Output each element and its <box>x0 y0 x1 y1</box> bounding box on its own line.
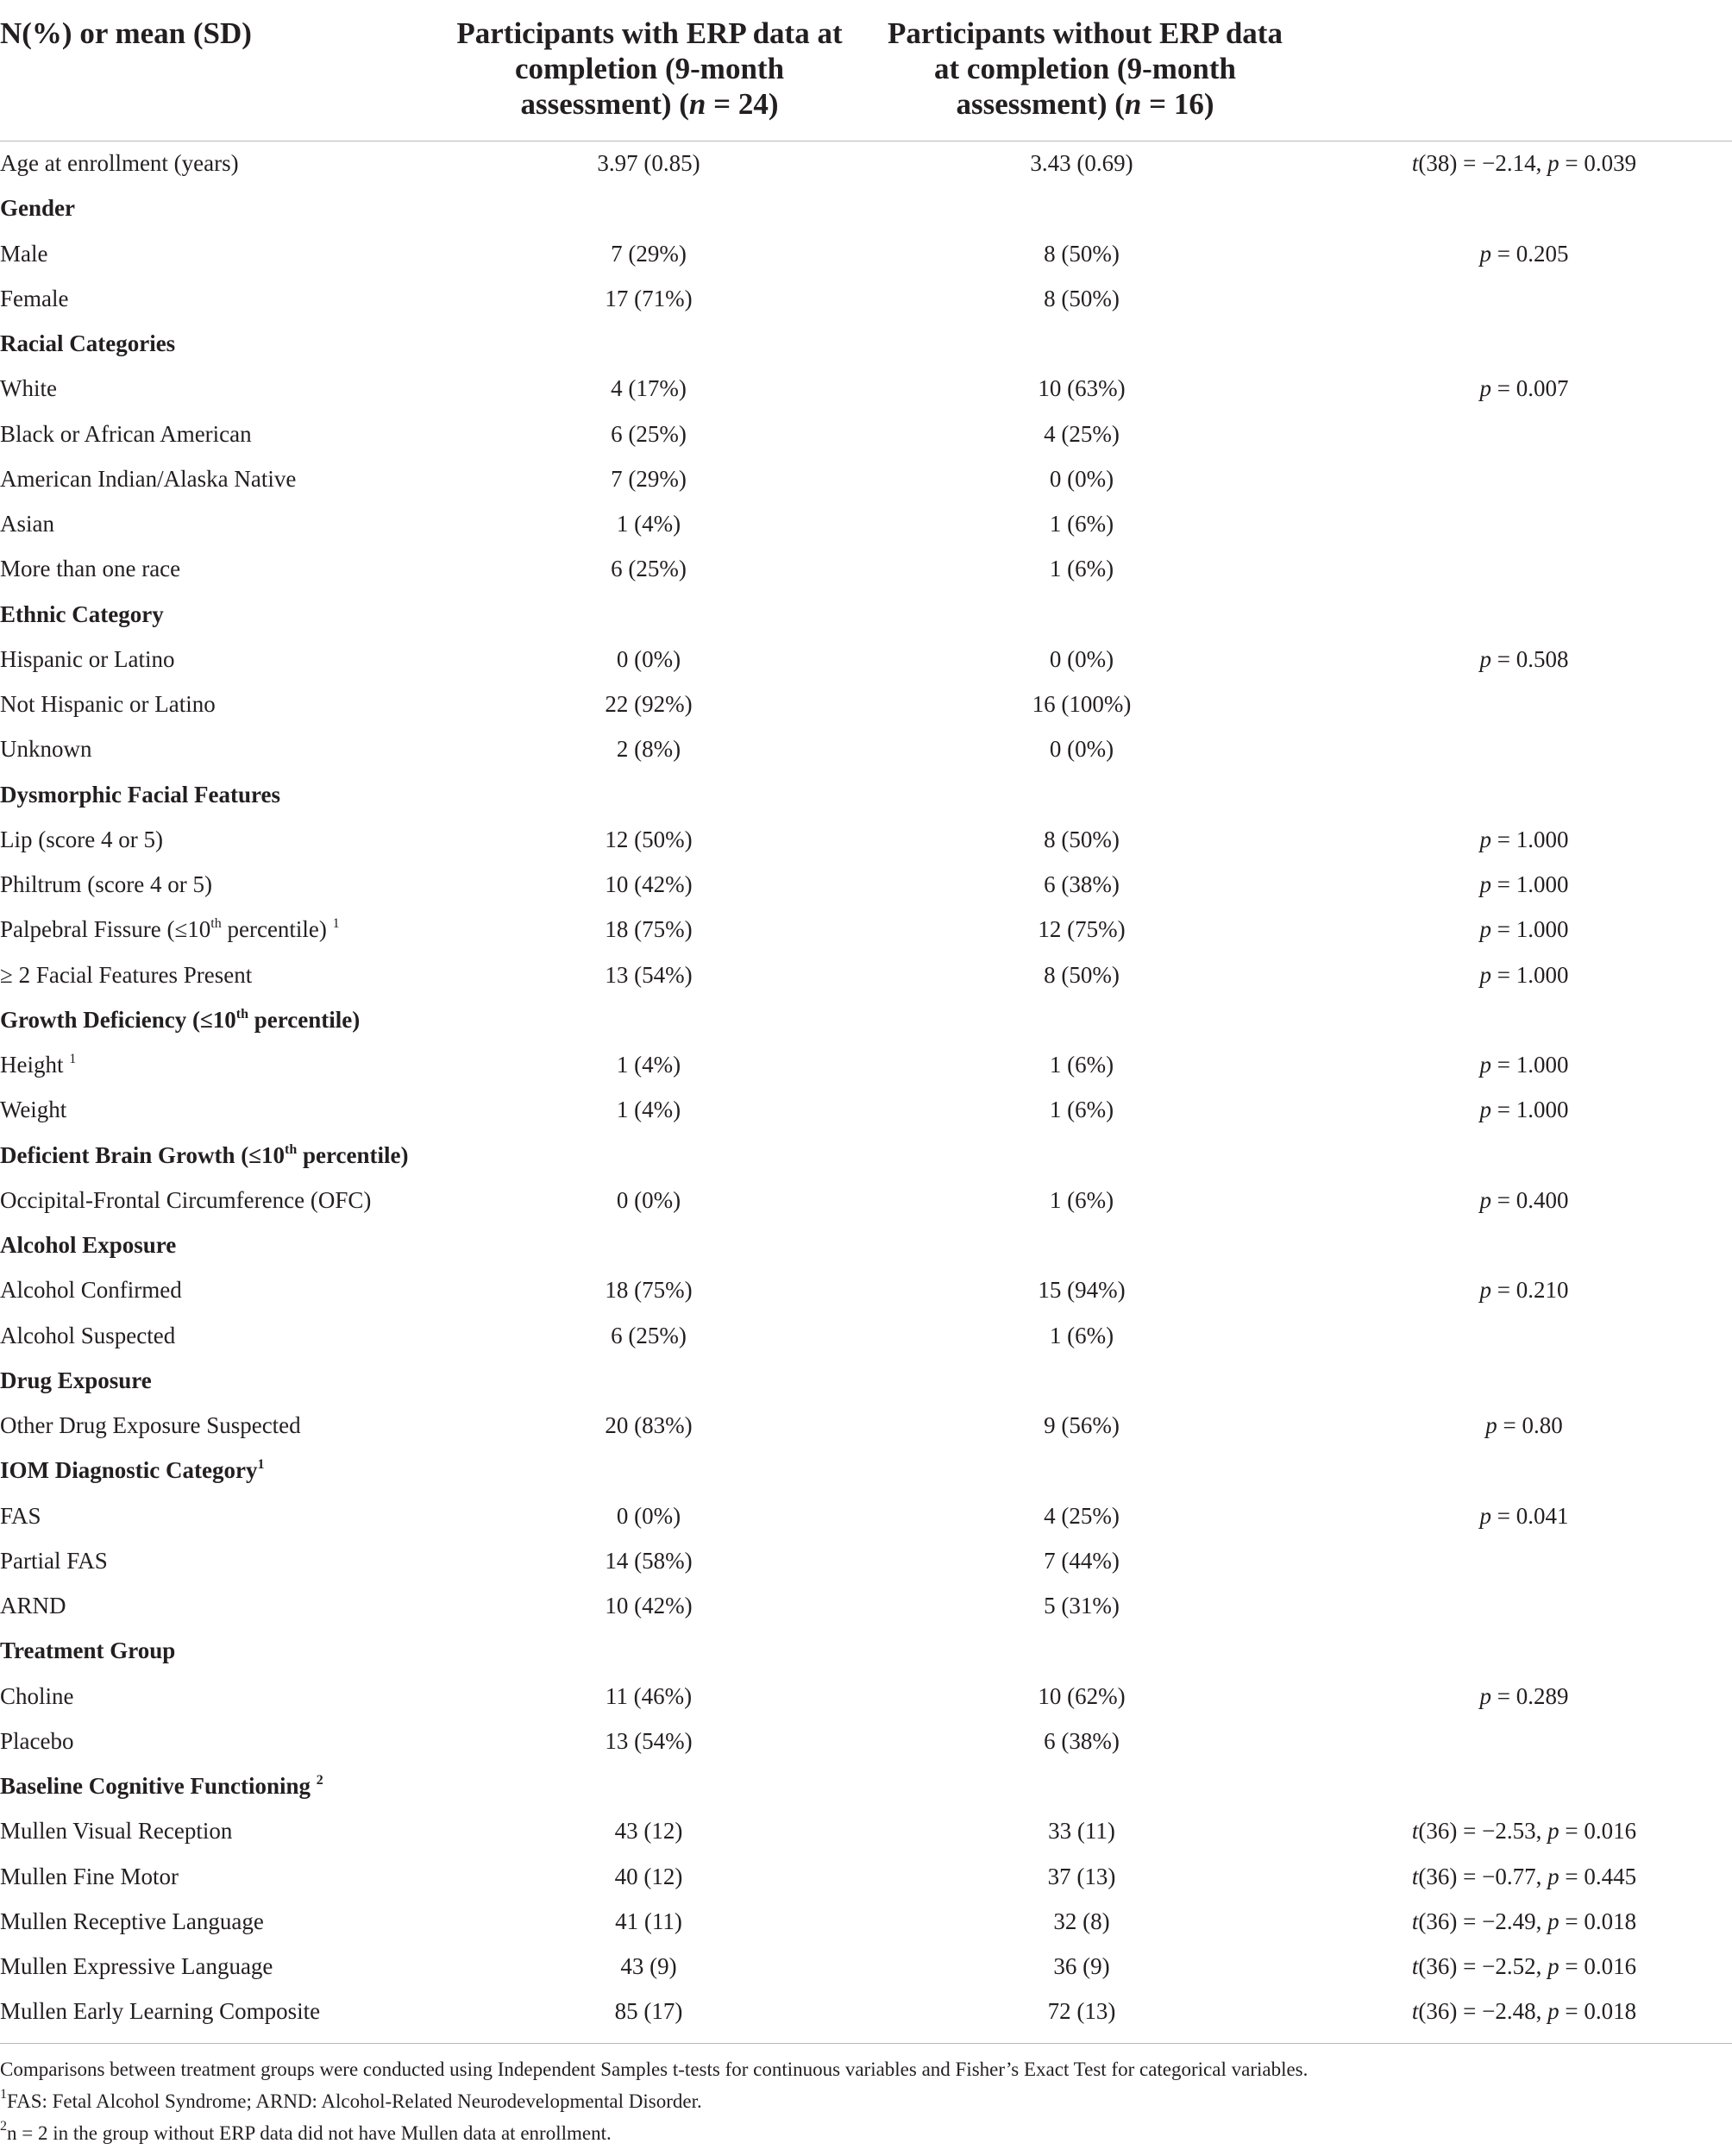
statistical-test: p = 0.007 <box>1479 375 1569 401</box>
section-heading: Drug Exposure <box>0 1367 152 1393</box>
row-label: Asian <box>0 511 54 537</box>
header-variable: N(%) or mean (SD) <box>0 16 252 50</box>
section-heading: Alcohol Exposure <box>0 1232 177 1258</box>
value-without-erp: 0 (0%) <box>1049 736 1114 762</box>
row-label: Other Drug Exposure Suspected <box>0 1412 301 1438</box>
value-with-erp: 22 (92%) <box>605 691 693 717</box>
row-label: Mullen Receptive Language <box>0 1908 264 1934</box>
statistical-test: p = 1.000 <box>1479 1097 1569 1122</box>
value-with-erp: 0 (0%) <box>616 1187 681 1213</box>
header-with-erp-line1: Participants with ERP data at <box>456 16 843 50</box>
statistical-test: p = 0.041 <box>1479 1503 1569 1529</box>
statistical-test: t(36) = −2.52, p = 0.016 <box>1411 1953 1637 1979</box>
value-without-erp: 37 (13) <box>1047 1864 1116 1889</box>
value-without-erp: 1 (6%) <box>1049 511 1114 537</box>
value-without-erp: 0 (0%) <box>1049 466 1114 492</box>
statistical-test: p = 0.80 <box>1485 1412 1563 1438</box>
value-without-erp: 1 (6%) <box>1049 1052 1114 1078</box>
value-without-erp: 9 (56%) <box>1044 1412 1120 1438</box>
value-with-erp: 18 (75%) <box>605 916 693 942</box>
value-without-erp: 4 (25%) <box>1044 1503 1120 1529</box>
value-with-erp: 14 (58%) <box>605 1548 693 1574</box>
statistical-test: p = 0.400 <box>1479 1187 1569 1213</box>
row-label: Mullen Visual Reception <box>0 1818 233 1844</box>
value-without-erp: 0 (0%) <box>1049 646 1114 672</box>
row-label: More than one race <box>0 556 181 581</box>
value-with-erp: 2 (8%) <box>616 736 681 762</box>
section-heading: Dysmorphic Facial Features <box>0 782 280 808</box>
row-label: Black or African American <box>0 421 252 447</box>
value-without-erp: 6 (38%) <box>1044 871 1120 897</box>
value-without-erp: 1 (6%) <box>1049 1097 1114 1122</box>
row-label: Mullen Early Learning Composite <box>0 1998 321 2024</box>
row-label: Alcohol Suspected <box>0 1323 176 1348</box>
row-label: Lip (score 4 or 5) <box>0 827 163 852</box>
value-with-erp: 1 (4%) <box>616 511 681 537</box>
table-bottom-rule <box>0 2043 1732 2044</box>
header-without-erp-line2: at completion (9-month <box>934 52 1236 85</box>
footnote-comparisons: Comparisons between treatment groups were conducted using Independent Samples t-tests for continuous variables and Fisher’s Exact Test for categorical variables. <box>0 2059 1308 2080</box>
value-without-erp: 12 (75%) <box>1038 916 1126 942</box>
statistical-test: p = 0.210 <box>1479 1277 1569 1303</box>
row-label: ≥ 2 Facial Features Present <box>0 962 253 988</box>
value-without-erp: 6 (38%) <box>1044 1728 1120 1754</box>
row-label: Partial FAS <box>0 1548 108 1574</box>
footnote-2: $^2$n = 2 in the group without ERP data did not have Mullen data at enrollment. <box>0 2119 612 2144</box>
section-heading: Growth Deficiency (≤10th percentile) <box>0 1007 361 1033</box>
value-without-erp: 8 (50%) <box>1044 241 1120 267</box>
row-label: Unknown <box>0 736 92 762</box>
section-heading: Baseline Cognitive Functioning $^2$ <box>0 1773 323 1799</box>
row-label: ARND <box>0 1593 66 1619</box>
value-with-erp: 41 (11) <box>615 1908 682 1934</box>
row-label: Height $^1$ <box>0 1052 77 1078</box>
value-without-erp: 5 (31%) <box>1044 1593 1120 1619</box>
value-without-erp: 8 (50%) <box>1044 827 1120 852</box>
statistical-test: t(36) = −0.77, p = 0.445 <box>1411 1864 1637 1889</box>
section-heading: Ethnic Category <box>0 601 164 627</box>
row-label: Female <box>0 286 69 311</box>
row-label: Age at enrollment (years) <box>0 150 239 176</box>
value-with-erp: 7 (29%) <box>611 241 687 267</box>
value-with-erp: 13 (54%) <box>605 962 693 988</box>
value-with-erp: 0 (0%) <box>616 1503 681 1529</box>
row-label: Mullen Expressive Language <box>0 1953 273 1979</box>
value-with-erp: 20 (83%) <box>605 1412 693 1438</box>
footnote-1: $^1$FAS: Fetal Alcohol Syndrome; ARND: Alcohol-Related Neurodevelopmental Disorder. <box>0 2087 702 2112</box>
row-label: Weight <box>0 1097 67 1122</box>
value-without-erp: 7 (44%) <box>1044 1548 1120 1574</box>
value-with-erp: 85 (17) <box>614 1998 683 2024</box>
row-label: Mullen Fine Motor <box>0 1864 179 1889</box>
value-with-erp: 3.97 (0.85) <box>597 150 700 176</box>
value-with-erp: 6 (25%) <box>611 556 687 581</box>
value-with-erp: 12 (50%) <box>605 827 693 852</box>
section-heading: Gender <box>0 195 75 221</box>
value-with-erp: 40 (12) <box>614 1864 683 1889</box>
value-without-erp: 1 (6%) <box>1049 1323 1114 1348</box>
value-with-erp: 13 (54%) <box>605 1728 693 1754</box>
value-with-erp: 4 (17%) <box>611 375 687 401</box>
row-label: Alcohol Confirmed <box>0 1277 182 1303</box>
value-without-erp: 3.43 (0.69) <box>1030 150 1133 176</box>
header-without-erp <box>874 16 1296 122</box>
section-heading: Deficient Brain Growth (≤10th percentile) <box>0 1142 409 1168</box>
value-with-erp: 10 (42%) <box>605 1593 693 1619</box>
value-with-erp: 43 (12) <box>614 1818 683 1844</box>
value-with-erp: 7 (29%) <box>611 466 687 492</box>
value-without-erp: 36 (9) <box>1053 1953 1110 1979</box>
statistical-test: p = 1.000 <box>1479 827 1569 852</box>
header-with-erp-line3: assessment) (n = 24) <box>520 87 779 121</box>
value-with-erp: 1 (4%) <box>616 1052 681 1078</box>
section-heading: IOM Diagnostic Category$^1$ <box>0 1457 265 1483</box>
row-label: Not Hispanic or Latino <box>0 691 216 717</box>
statistical-test: p = 1.000 <box>1479 962 1569 988</box>
value-with-erp: 1 (4%) <box>616 1097 681 1122</box>
row-label: White <box>0 375 57 401</box>
row-label: Philtrum (score 4 or 5) <box>0 871 212 897</box>
statistical-test: p = 1.000 <box>1479 916 1569 942</box>
statistical-test: t(36) = −2.53, p = 0.016 <box>1411 1818 1637 1844</box>
header-without-erp-line3: assessment) (n = 16) <box>956 87 1214 121</box>
statistical-test: t(38) = −2.14, p = 0.039 <box>1411 150 1637 176</box>
row-label: Placebo <box>0 1728 74 1754</box>
value-without-erp: 32 (8) <box>1053 1908 1110 1934</box>
statistical-test: t(36) = −2.48, p = 0.018 <box>1411 1998 1637 2024</box>
value-with-erp: 6 (25%) <box>611 421 687 447</box>
value-without-erp: 16 (100%) <box>1032 691 1132 717</box>
value-with-erp: 0 (0%) <box>616 646 681 672</box>
value-without-erp: 72 (13) <box>1047 1998 1116 2024</box>
value-without-erp: 10 (63%) <box>1038 375 1126 401</box>
header-with-erp-line2: completion (9-month <box>514 52 785 85</box>
value-without-erp: 8 (50%) <box>1044 962 1120 988</box>
header-with-erp <box>438 16 861 122</box>
value-with-erp: 6 (25%) <box>611 1323 687 1348</box>
statistical-test: p = 0.508 <box>1479 646 1569 672</box>
value-without-erp: 1 (6%) <box>1049 1187 1114 1213</box>
row-label: FAS <box>0 1503 41 1529</box>
value-without-erp: 33 (11) <box>1048 1818 1115 1844</box>
value-without-erp: 10 (62%) <box>1038 1683 1126 1709</box>
statistical-test: p = 1.000 <box>1479 1052 1569 1078</box>
section-heading: Treatment Group <box>0 1637 176 1663</box>
value-with-erp: 43 (9) <box>620 1953 677 1979</box>
row-label: Choline <box>0 1683 74 1709</box>
section-heading: Racial Categories <box>0 330 176 356</box>
value-with-erp: 18 (75%) <box>605 1277 693 1303</box>
statistical-test: p = 1.000 <box>1479 871 1569 897</box>
statistical-test: p = 0.289 <box>1479 1683 1569 1709</box>
value-with-erp: 10 (42%) <box>605 871 693 897</box>
row-label: Hispanic or Latino <box>0 646 175 672</box>
value-with-erp: 17 (71%) <box>605 286 693 311</box>
header-without-erp-line1: Participants without ERP data <box>888 16 1283 50</box>
value-without-erp: 15 (94%) <box>1038 1277 1126 1303</box>
statistical-test: t(36) = −2.49, p = 0.018 <box>1411 1908 1637 1934</box>
row-label: American Indian/Alaska Native <box>0 466 297 492</box>
value-with-erp: 11 (46%) <box>605 1683 693 1709</box>
value-without-erp: 4 (25%) <box>1044 421 1120 447</box>
value-without-erp: 8 (50%) <box>1044 286 1120 311</box>
row-label: Male <box>0 241 48 267</box>
row-label: Palpebral Fissure (≤10th percentile) $^1$ <box>0 916 340 942</box>
statistical-test: p = 0.205 <box>1479 241 1569 267</box>
row-label: Occipital-Frontal Circumference (OFC) <box>0 1187 372 1213</box>
value-without-erp: 1 (6%) <box>1049 556 1114 581</box>
